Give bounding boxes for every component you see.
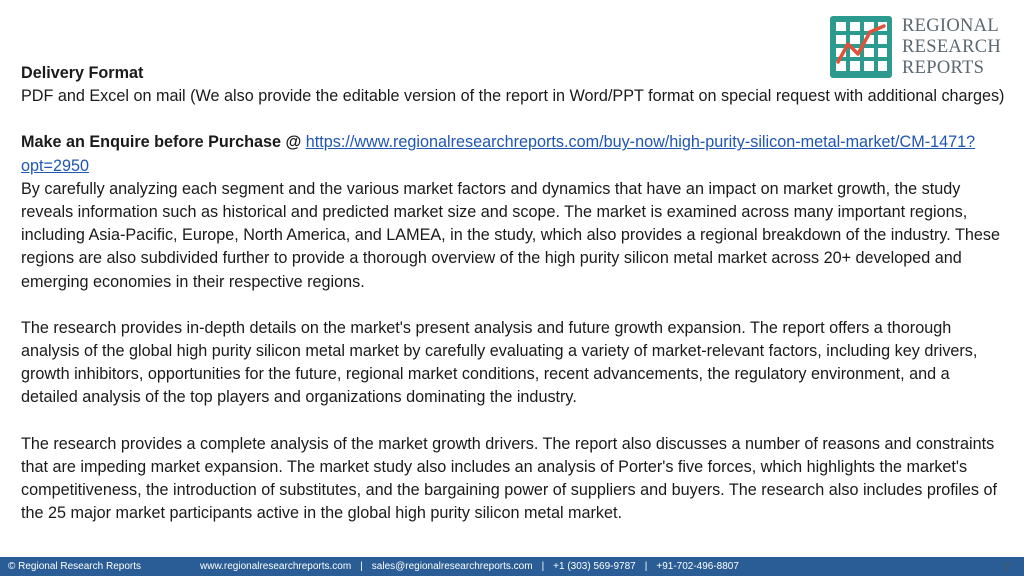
- enquire-line: [21, 131, 1006, 177]
- footer-separator: |: [360, 561, 363, 572]
- footer-phone-in: +91-702-496-8807: [656, 561, 739, 572]
- brand-line-1: REGIONAL: [902, 15, 999, 36]
- spacer: [21, 294, 1006, 317]
- paragraph-1: By carefully analyzing each segment and the various market factors and dynamics that have an impact on market growth, the study reveals information such as historical and predicted market size and scope. The market is examined across many important regions, including Asia-Pacific, Europe, North America, and LAMEA, in the study, which also provides a regional breakdown of the industry. These regions are also subdivided further to provide a thorough overview of the high purity silicon metal market across 20+ developed and emerging economies in their respective regions.: [21, 179, 1000, 291]
- brand-line-2: RESEARCH: [902, 36, 1002, 57]
- spacer: [21, 410, 1006, 433]
- footer-contacts: [200, 557, 739, 576]
- enquire-label: Make an Enquire before Purchase @: [21, 133, 306, 152]
- footer-email[interactable]: sales@regionalresearchreports.com: [371, 561, 533, 572]
- delivery-heading: Delivery Format: [21, 64, 144, 82]
- footer-separator: |: [644, 561, 648, 572]
- page-number: 7: [1003, 562, 1010, 574]
- footer-bar: [0, 557, 1024, 576]
- paragraph-3: The research provides a complete analysis of the market growth drivers. The report also discusses a number of reasons and constraints that are impeding market expansion. The market study also includes an analysis of Porter's five forces, which highlights the market's competitiveness, the introduction of substitutes, and the bargaining power of suppliers and buyers. The research also includes profiles of the 25 major market participants active in the global high purity silicon metal market.: [21, 434, 998, 523]
- brand-line-3: REPORTS: [902, 57, 985, 78]
- paragraph-2: The research provides in-depth details on the market's present analysis and future growth expansion. The report offers a thorough analysis of the global high purity silicon metal market by carefully evaluating a variety of market-relevant factors, including key drivers, growth inhibitors, opportunities for the future, regional market conditions, recent advancements, the regulatory environment, and a detailed analysis of the top players and organizations dominating the industry.: [21, 318, 978, 407]
- enquire-link[interactable]: https://www.regionalresearchreports.com/buy-now/high-purity-silicon-metal-market/CM-1471?opt=2950: [21, 133, 976, 175]
- page-content: [21, 62, 1006, 525]
- footer-phone-us: +1 (303) 569-9787: [553, 561, 636, 572]
- footer-website[interactable]: www.regionalresearchreports.com: [200, 561, 352, 572]
- delivery-text: PDF and Excel on mail (We also provide the editable version of the report in Word/PPT format on special request with additional charges): [21, 87, 1005, 106]
- footer-separator: |: [541, 561, 545, 572]
- footer-copyright: © Regional Research Reports: [8, 561, 141, 572]
- spacer: [21, 108, 1006, 131]
